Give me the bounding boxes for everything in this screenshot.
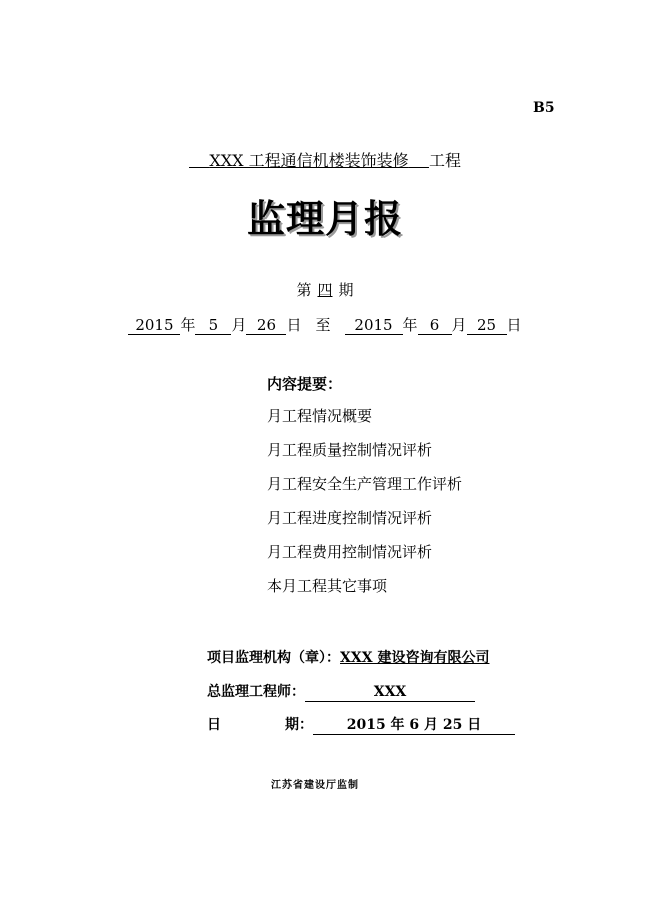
contents-list bbox=[267, 408, 462, 612]
chief-engineer-label: 总监理工程师： bbox=[207, 684, 305, 700]
supervision-org-row bbox=[207, 647, 489, 667]
to-month: 6 bbox=[418, 317, 452, 335]
unit-month: 月 bbox=[231, 316, 247, 334]
supervision-org-value: XXX 建设咨询有限公司 bbox=[340, 650, 490, 666]
form-code: B5 bbox=[533, 100, 555, 116]
date-label-first: 日 bbox=[207, 717, 221, 733]
unit-year: 年 bbox=[402, 316, 418, 334]
list-item: 月工程进度控制情况评析 bbox=[267, 509, 433, 527]
contents-heading: 内容提要： bbox=[267, 375, 343, 393]
from-year: 2015 bbox=[128, 317, 180, 335]
period-suffix: 期 bbox=[338, 281, 354, 299]
unit-month: 月 bbox=[451, 316, 467, 334]
date-row bbox=[207, 714, 515, 735]
project-name-line bbox=[0, 148, 650, 171]
project-prefix-blank bbox=[189, 151, 209, 170]
list-item: 月工程安全生产管理工作评析 bbox=[267, 475, 463, 493]
supervision-org-label: 项目监理机构（章）： bbox=[207, 650, 340, 666]
chief-engineer-row bbox=[207, 681, 475, 702]
unit-day: 日 bbox=[506, 316, 522, 334]
project-mid-blank bbox=[409, 151, 429, 170]
project-suffix: 工程 bbox=[428, 151, 461, 170]
date-value: 2015 年 6 月 25 日 bbox=[313, 717, 515, 735]
project-name: XXX 工程通信机楼装饰装修 bbox=[209, 151, 409, 170]
issuer-footer: 江苏省建设厅监制 bbox=[271, 780, 359, 791]
date-range bbox=[0, 314, 650, 335]
unit-day: 日 bbox=[286, 316, 302, 334]
to-year: 2015 bbox=[345, 317, 403, 335]
period-line bbox=[0, 279, 650, 300]
to-day: 25 bbox=[467, 317, 507, 335]
list-item: 月工程质量控制情况评析 bbox=[267, 441, 433, 459]
period-number: 四 bbox=[317, 281, 333, 299]
page-title: 监理月报 bbox=[246, 197, 403, 241]
from-month: 5 bbox=[195, 317, 231, 335]
list-item: 月工程费用控制情况评析 bbox=[267, 543, 433, 561]
list-item: 月工程情况概要 bbox=[267, 407, 373, 425]
range-to: 至 bbox=[315, 316, 331, 334]
unit-year: 年 bbox=[180, 316, 196, 334]
list-item: 本月工程其它事项 bbox=[267, 577, 388, 595]
period-prefix: 第 bbox=[296, 281, 312, 299]
date-label-second: 期： bbox=[285, 717, 313, 733]
from-day: 26 bbox=[246, 317, 286, 335]
chief-engineer-value: XXX bbox=[305, 684, 475, 702]
